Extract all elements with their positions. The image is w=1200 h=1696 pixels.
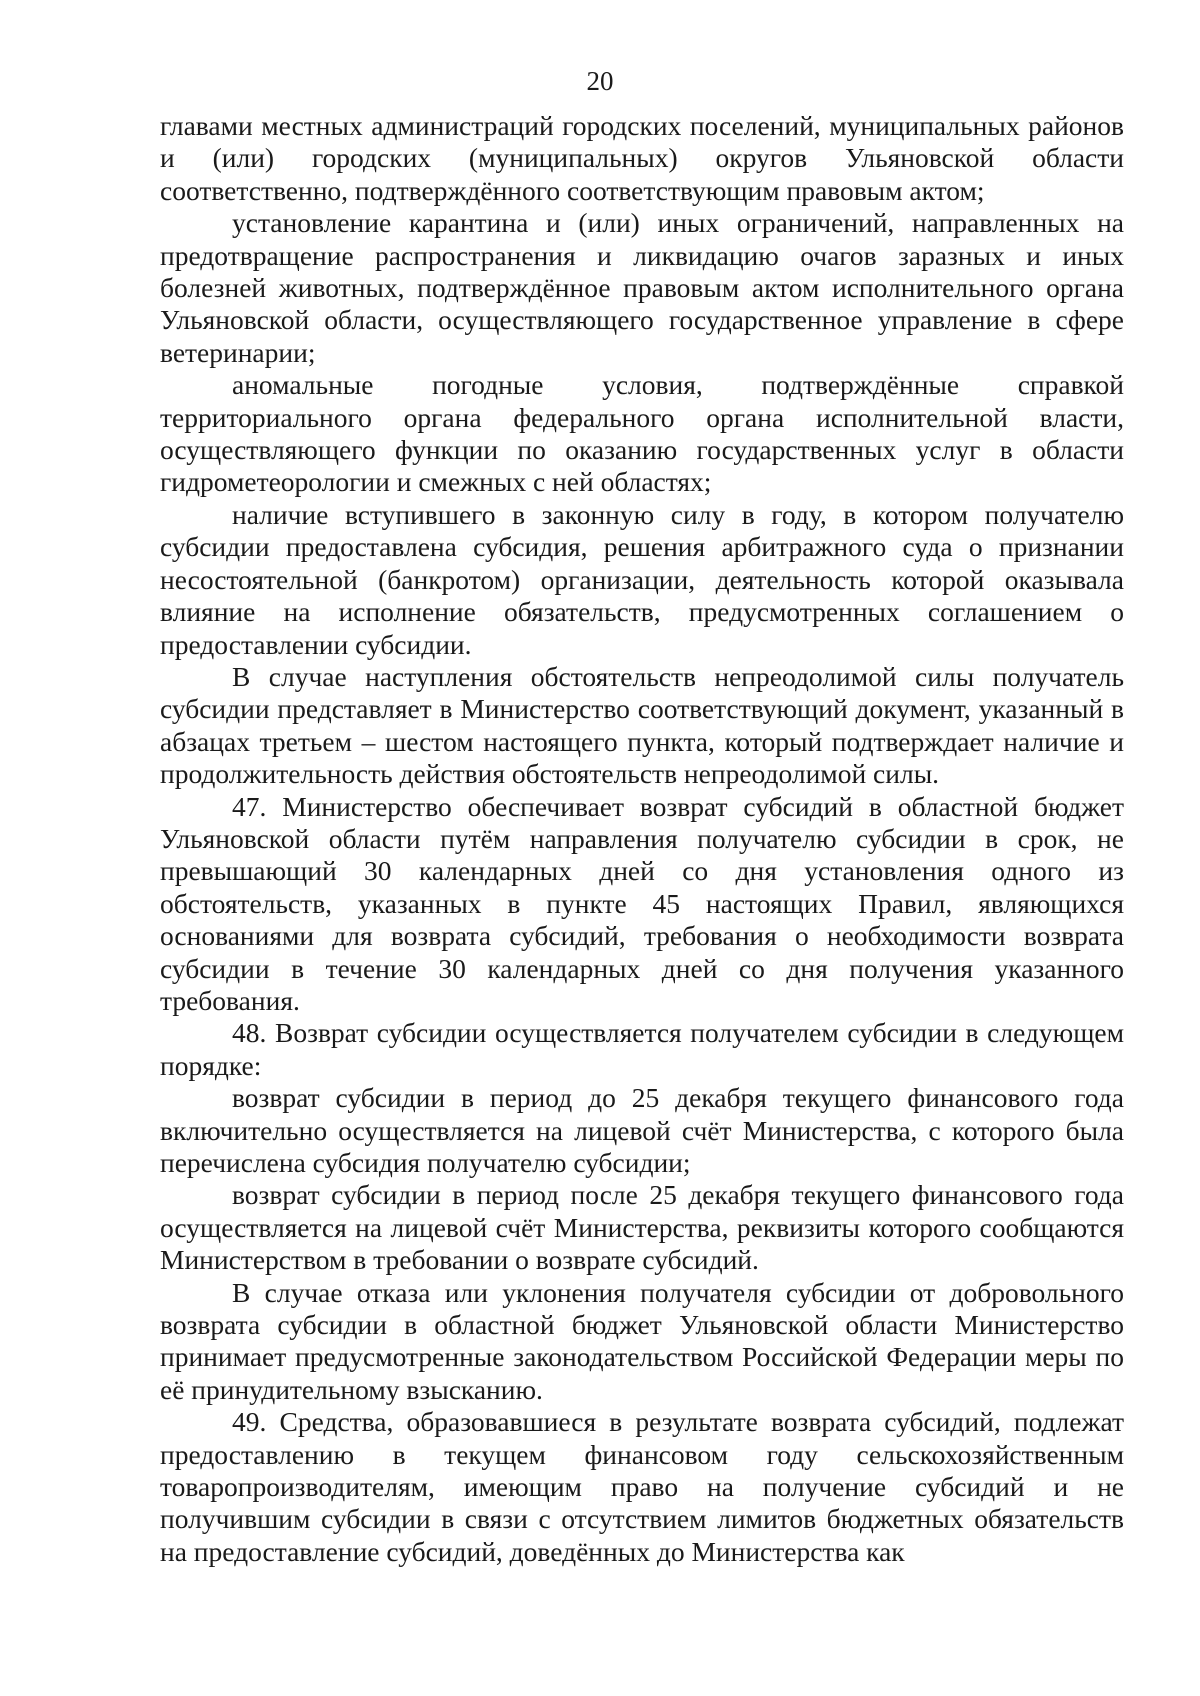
paragraph-bankruptcy: наличие вступившего в законную силу в году, в котором получателю субсидии предоставлена субсидия, решения арбитражного суда о признании несостоятельной (банкротом) организации, деятельность которой оказывала влияние на исполнение обязательств, предусмотренных соглашением о предоставлении субсидии. xyxy=(160,498,1124,660)
paragraph-continuation: главами местных администраций городских поселений, муниципальных районов и (или) городских (муниципальных) округов Ульяновской области соответственно, подтверждённого соответствующим правовым актом; xyxy=(160,110,1124,206)
page-number: 20 xyxy=(586,66,614,96)
paragraph-return-before: возврат субсидии в период до 25 декабря текущего финансового года включительно осуществляется на лицевой счёт Министерства, с которого была перечислена субсидия получателю субсидии; xyxy=(160,1082,1124,1178)
document-body xyxy=(160,110,1124,1568)
paragraph-item-48: 48. Возврат субсидии осуществляется получателем субсидии в следующем порядке: xyxy=(160,1017,1124,1081)
paragraph-return-after: возврат субсидии в период после 25 декабря текущего финансового года осуществляется на лицевой счёт Министерства, реквизиты которого сообщаются Министерством в требовании о возврате субсидий. xyxy=(160,1179,1124,1276)
paragraph-item-49: 49. Средства, образовавшиеся в результате возврата субсидий, подлежат предоставлению в текущем финансовом году сельскохозяйственным товаропроизводителям, имеющим право на получение субсидий и не получившим субсидии в связи с отсутствием лимитов бюджетных обязательств на предоставление субсидий, доведённых до Министерства как xyxy=(160,1406,1124,1567)
paragraph-weather: аномальные погодные условия, подтверждённые справкой территориального органа федерального органа исполнительной власти, осуществляющего функции по оказанию государственных услуг в области гидрометеорологии и смежных с ней областях; xyxy=(160,369,1124,498)
paragraph-quarantine: установление карантина и (или) иных ограничений, направленных на предотвращение распространения и ликвидацию очагов заразных и иных болезней животных, подтверждённое правовым актом исполнительного органа Ульяновской области, осуществляющего государственное управление в сфере ветеринарии; xyxy=(160,207,1124,368)
paragraph-item-47: 47. Министерство обеспечивает возврат субсидий в областной бюджет Ульяновской области путём направления получателю субсидии в срок, не превышающий 30 календарных дней со дня установления одного из обстоятельств, указанных в пункте 45 настоящих Правил, являющихся основаниями для возврата субсидий, требования о необходимости возврата субсидии в течение 30 календарных дней со дня получения указанного требования. xyxy=(160,790,1124,1016)
paragraph-refusal: В случае отказа или уклонения получателя субсидии от добровольного возврата субсидии в областной бюджет Ульяновской области Министерство принимает предусмотренные законодательством Российской Федерации меры по её принудительному взысканию. xyxy=(160,1276,1124,1405)
paragraph-force-majeure: В случае наступления обстоятельств непреодолимой силы получатель субсидии представляет в Министерство соответствующий документ, указанный в абзацах третьем – шестом настоящего пункта, который подтверждает наличие и продолжительность действия обстоятельств непреодолимой силы. xyxy=(160,660,1124,790)
